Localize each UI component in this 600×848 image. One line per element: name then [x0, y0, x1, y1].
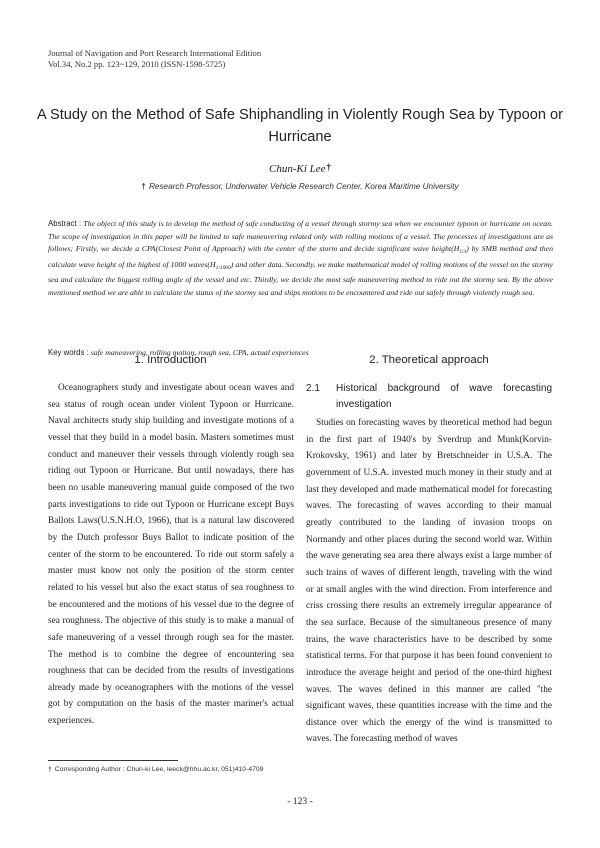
- journal-volume-info: Vol.34, No.2 pp. 123~129, 2010 (ISSN-1598-5725): [48, 59, 226, 69]
- keywords-label: Key words :: [48, 348, 89, 357]
- subsection-number: 2.1: [306, 383, 320, 394]
- footnote: [48, 766, 263, 773]
- paper-title-line-2: Hurricane: [268, 129, 332, 145]
- author-dagger-mark: †: [326, 162, 332, 172]
- abstract-text-part-1: The object of this study is to develop the method of safe conducting of a vessel through stormy sea when we encounter typoon or hurricane on ocean. The scope of investigation in this paper will be limited to safe maneuvering related only with rolling motions of a vessel. The processes of investigations are as follows; Firstly, we decide a CPA(Closest Point of Approach) with the center of the storm and decide significant wave height(: [48, 219, 554, 254]
- introduction-column: [48, 380, 294, 730]
- h1000-subscript: 1/1000: [215, 264, 231, 271]
- paper-title: [30, 104, 570, 148]
- page-number: - 123 -: [287, 796, 313, 807]
- subsection-title: Historical background of wave forecasting investigation: [336, 383, 552, 410]
- section-2-heading: 2. Theoretical approach: [369, 354, 489, 366]
- introduction-paragraph: Oceanographers study and investigate about ocean waves and sea status of rough ocean under violent Typoon or Hurricane. Naval architects study ship building and investigate motions of a vessel that they build in a model basin. Masters sometimes must conduct and maneuver their vessels through violently rough sea riding out Typoon or Hurricane. But until nowadays, there has been no usable maneuvering manual guide composed of the two parts investigations to ride out Typoon or Hurricane except Buys Ballots Laws(U.S.N.H.O, 1966), that is a natural law discovered by the Dutch professor Buys Ballot to indicate position of the center of the storm to be encountered. To ride out storm safely a master must know not only the position of the storm center related to his vessel but also the exact status of sea roughness to be encountered and the motions of his vessel due to the degree of sea roughness. The objective of this study is to make a manual of safe maneuvering of a vessel through rough sea for the master. The method is to combine the degree of encountering sea roughness that can be decided from the results of investigations already made by oceanographers with the motions of the vessel got by computation on the basis of the master mariner's actual experiences.: [48, 383, 294, 727]
- journal-name: Journal of Navigation and Port Research International Edition: [48, 48, 262, 58]
- paper-title-line-1: A Study on the Method of Safe Shiphandling in Violently Rough Sea by Typoon or: [36, 107, 563, 123]
- h13-symbol: H: [453, 244, 460, 254]
- section-1-heading: 1. Introduction: [134, 354, 207, 366]
- affiliation-text: Research Professor, Underwater Vehicle Research Center, Korea Maritime University: [148, 182, 459, 191]
- affiliation-dagger-mark: †: [141, 182, 146, 191]
- abstract-text-part-3: ) and other data. Secondly, we make mathematical model of rolling motions of the vessel on the stormy sea and calculate the biggest rolling angle of the vessel and etc. Thirdly, we decide the most safe maneuvering method to ride out the stormy sea. By the above mentioned method we are able to calculate the status of the stormy sea and ships motions to be encountered and ride out safely through violently rough sea.: [48, 259, 553, 297]
- author-name: Chun-Ki Lee: [268, 163, 326, 175]
- theory-column: [306, 415, 552, 748]
- h13-subscript: 1/3: [459, 249, 467, 256]
- abstract-label: Abstract :: [48, 219, 82, 228]
- footnote-dagger-mark: †: [48, 766, 52, 773]
- abstract-text-part-2: ) by SMB method and then calculate wave height of the highest of 1000 waves(: [48, 244, 553, 269]
- author-line: [0, 162, 600, 175]
- theory-paragraph: Studies on forecasting waves by theoretical method had begun in the first part of 1940's by Sverdrup and Munk(Korvin-Krokovsky, 1961) and later by Bretschneider in U.S.A. The government of U.S.A. invested much money in their study and at last they developed and made mathematical model for forecasting waves. The forecasting of waves according to their manual greatly contributed to the landing of invasion troops on Normandy and other places during the second world war. Within the wave generating sea area there always exist a large number of such trains of waves of different length, traveling with the wind or at small angles with the wind direction. From interference and criss crossing there results an extremely irregular appearance of the sea surface. Because of the simultaneous presence of many trains, the wave characteristics have to be described by some statistical terms. For that purpose it has been found convenient to introduce the average height and period of the one-third highest waves. The waves defined in this manner are called "the significant waves, these quantities increase with the time and the distance over which the energy of the wind is transmitted to waves. The forecasting method of waves: [306, 418, 552, 745]
- footnote-divider: [48, 760, 178, 761]
- footnote-text: Corresponding Author : Chun-ki Lee, leeck@hhu.ac.kr, 051)410-4709: [54, 766, 264, 773]
- h1000-symbol: H: [209, 259, 216, 269]
- abstract-block: [48, 218, 553, 300]
- keywords-text: safe maneuvering, rolling motion, rough sea, CPA, actual experiences: [90, 348, 309, 357]
- journal-header: [48, 48, 261, 70]
- author-affiliation: [0, 182, 600, 191]
- subsection-2-1-heading: [306, 381, 552, 413]
